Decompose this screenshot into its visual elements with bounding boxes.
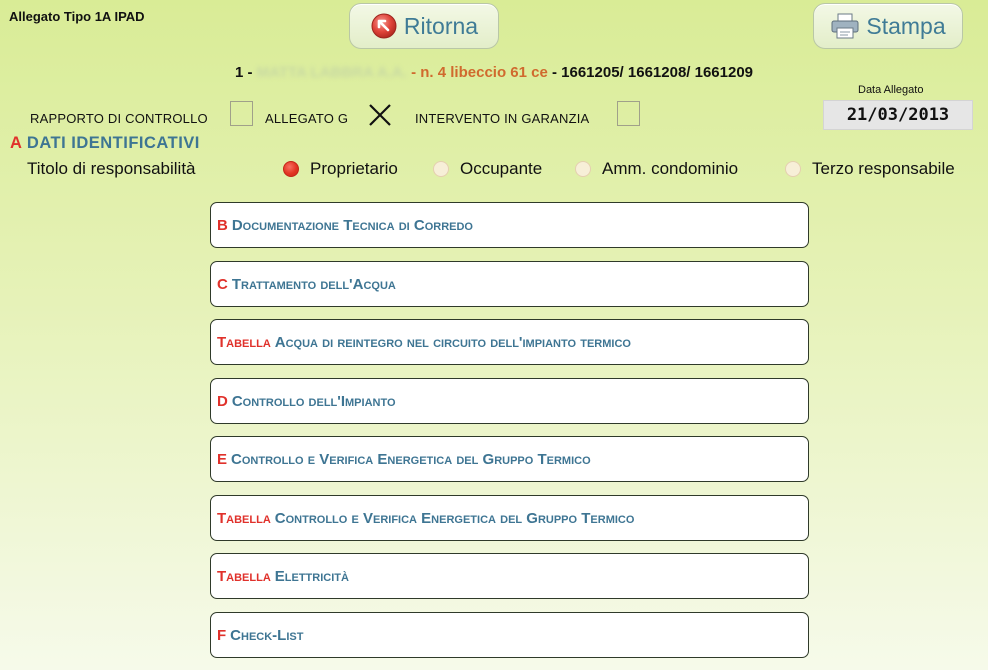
titolo-label: Titolo di responsabilità [27,159,196,178]
radio-proprietario-label[interactable]: Proprietario [310,159,398,178]
ritorna-label: Ritorna [403,12,479,39]
section-d-button[interactable] [210,378,809,424]
allegato-g-checkbox[interactable] [367,102,393,128]
rapporto-controllo-checkbox[interactable] [230,101,253,126]
tabella-acqua-reintegro-button[interactable] [210,319,809,365]
tabella-elettricita-button[interactable] [210,553,809,599]
check-x-icon [367,102,393,128]
section-prefix: Tabella [217,567,271,585]
section-b-button[interactable] [210,202,809,248]
ritorna-button[interactable] [349,3,499,49]
radio-amm-condominio[interactable] [575,161,591,177]
section-label: Acqua di reintegro nel circuito dell'impianto termico [274,333,631,351]
radio-terzo-responsabile[interactable] [785,161,801,177]
intervento-garanzia-checkbox[interactable] [617,101,640,126]
pratica-address: n. 4 libeccio 61 ce [420,64,548,81]
tabella-gruppo-termico-button[interactable] [210,495,809,541]
section-e-button[interactable] [210,436,809,482]
section-prefix: E [217,450,228,468]
intervento-garanzia-label: INTERVENTO IN GARANZIA [415,111,590,126]
section-a-title: DATI IDENTIFICATIVI [26,134,200,152]
radio-proprietario[interactable] [283,161,299,177]
pratica-codes: - 1661205/ 1661208/ 1661209 [547,64,754,81]
rapporto-controllo-label: RAPPORTO DI CONTROLLO [30,111,208,126]
app-title: Allegato Tipo 1A IPAD [9,9,145,24]
tipo-intervento-row [0,101,700,129]
section-label: Elettricità [274,567,349,585]
pratica-header [0,64,988,81]
radio-amm-condominio-label[interactable]: Amm. condominio [602,159,739,178]
section-label: Documentazione Tecnica di Corredo [231,216,473,234]
section-prefix: Tabella [217,509,271,527]
pratica-separator: - [411,64,421,81]
back-arrow-icon [370,12,398,40]
titolo-responsabilita-row [0,158,988,182]
allegato-g-label: ALLEGATO G [265,111,349,126]
section-prefix: Tabella [217,333,271,351]
section-prefix: D [217,392,228,410]
stampa-button[interactable] [813,3,963,49]
pratica-name-redacted: MATTA LABBRA A.A. [256,64,407,81]
section-prefix: B [217,216,228,234]
data-allegato-label: Data Allegato [858,84,924,96]
radio-terzo-responsabile-label[interactable]: Terzo responsabile [812,159,955,178]
section-prefix: C [217,275,228,293]
section-c-button[interactable] [210,261,809,307]
section-label: Check-List [230,626,304,644]
section-label: Controllo e Verifica Energetica del Gruppo Termico [231,450,591,468]
stampa-label: Stampa [866,12,946,39]
data-allegato-field[interactable]: 21/03/2013 [823,100,973,130]
section-label: Trattamento dell'Acqua [231,275,396,293]
section-f-button[interactable] [210,612,809,658]
section-label: Controllo e Verifica Energetica del Gruppo Termico [274,509,635,527]
section-a-heading [10,134,200,153]
section-label: Controllo dell'Impianto [231,392,396,410]
section-a-letter: A [10,134,22,152]
pratica-prefix: 1 - [234,64,253,81]
section-prefix: F [217,626,227,644]
radio-occupante[interactable] [433,161,449,177]
radio-occupante-label[interactable]: Occupante [460,159,543,178]
printer-icon [830,12,860,40]
